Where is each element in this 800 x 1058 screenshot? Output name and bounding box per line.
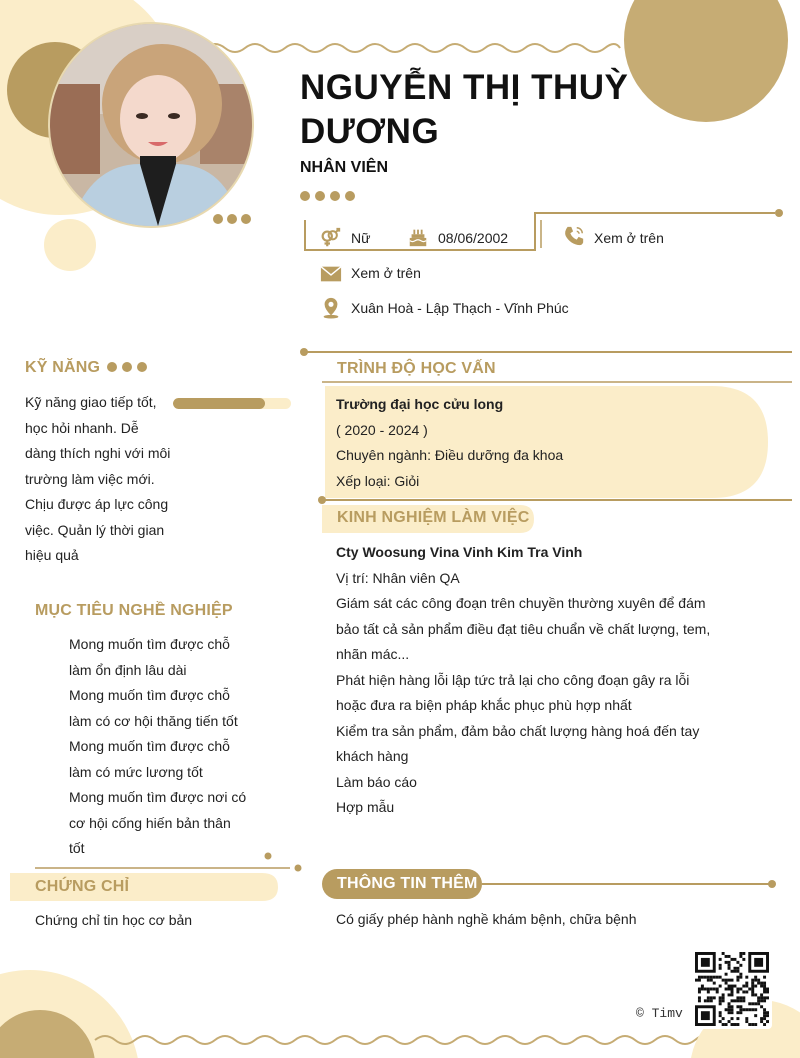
school-name: Trường đại học cửu long [336, 396, 504, 412]
gender-icon [319, 227, 341, 249]
mail-icon [320, 263, 342, 285]
skill-level-fill [173, 398, 265, 409]
goals-list [69, 632, 249, 862]
list-item: Hợp mẫu [336, 799, 395, 815]
list-item: Mong muốn tìm được nơi có cơ hội cống hiến bản thân tốt [69, 789, 247, 856]
gender-value: Nữ [351, 230, 371, 246]
qr-code-icon [692, 949, 772, 1029]
phone-value: Xem ở trên [594, 230, 664, 246]
birthday-value: 08/06/2002 [438, 230, 509, 246]
list-item: Phát hiện hàng lỗi lập tức trả lại cho công đoạn gây ra lỗi hoặc đưa ra biện pháp khắc phục phù hợp nhất [336, 671, 690, 713]
footer-brand: © Timv [636, 1006, 683, 1021]
education-grade: Xếp loại: Giỏi [336, 472, 420, 489]
extra-heading: THÔNG TIN THÊM [337, 875, 478, 892]
list-item: Kiểm tra sản phẩm, đảm bảo chất lượng hàng hoá đến tay khách hàng [336, 722, 700, 764]
skills-text: Kỹ năng giao tiếp tốt, học hỏi nhanh. Dễ dàng thích nghi với môi trường làm việc mới. Chịu được áp lực công việc. Quản lý thời gian hiệu quả [25, 394, 171, 563]
address-value: Xuân Hoà - Lập Thạch - Vĩnh Phúc [351, 300, 569, 316]
extra-text: Có giấy phép hành nghề khám bệnh, chữa bệnh [336, 911, 637, 927]
certificates-heading: CHỨNG CHỈ [35, 878, 130, 895]
job-title: NHÂN VIÊN [300, 159, 389, 176]
avatar [48, 22, 254, 228]
location-icon [320, 297, 342, 319]
list-item: Mong muốn tìm được chỗ làm ổn định lâu dài [69, 636, 230, 678]
education-period: ( 2020 - 2024 ) [336, 421, 428, 438]
certificates-text: Chứng chỉ tin học cơ bản [35, 912, 193, 928]
education-block [336, 392, 756, 494]
qr-code-graphic [695, 952, 769, 1026]
experience-block [336, 540, 721, 821]
education-heading: TRÌNH ĐỘ HỌC VẤN [337, 360, 496, 377]
experience-heading: KINH NGHIỆM LÀM VIỆC [337, 509, 530, 526]
candidate-name-line1: NGUYỄN THỊ THUỲ [300, 68, 629, 107]
phone-icon [563, 225, 585, 247]
experience-position: Vị trí: Nhân viên QA [336, 569, 460, 586]
skill-level-bar [173, 398, 291, 409]
skills-heading: KỸ NĂNG [25, 359, 101, 376]
education-major: Chuyên ngành: Điều dưỡng đa khoa [336, 447, 564, 463]
company-name: Cty Woosung Vina Vinh Kim Tra Vinh [336, 544, 583, 560]
goals-heading: MỤC TIÊU NGHỀ NGHIỆP [35, 602, 233, 619]
list-item: Làm báo cáo [336, 773, 417, 790]
cake-icon [407, 226, 429, 248]
email-value: Xem ở trên [351, 265, 421, 281]
candidate-name [300, 66, 720, 154]
list-item: Giám sát các công đoạn trên chuyền thường xuyên để đám bảo tất cả sản phẩm điều đạt tiêu chuẩn về chất lượng, tem, nhãn mác... [336, 595, 711, 662]
list-item: Mong muốn tìm được chỗ làm có cơ hội thăng tiến tốt [69, 687, 238, 729]
list-item: Mong muốn tìm được chỗ làm có mức lương tốt [69, 738, 230, 780]
avatar-illustration [50, 24, 252, 226]
candidate-name-line2: DƯƠNG [300, 112, 440, 151]
